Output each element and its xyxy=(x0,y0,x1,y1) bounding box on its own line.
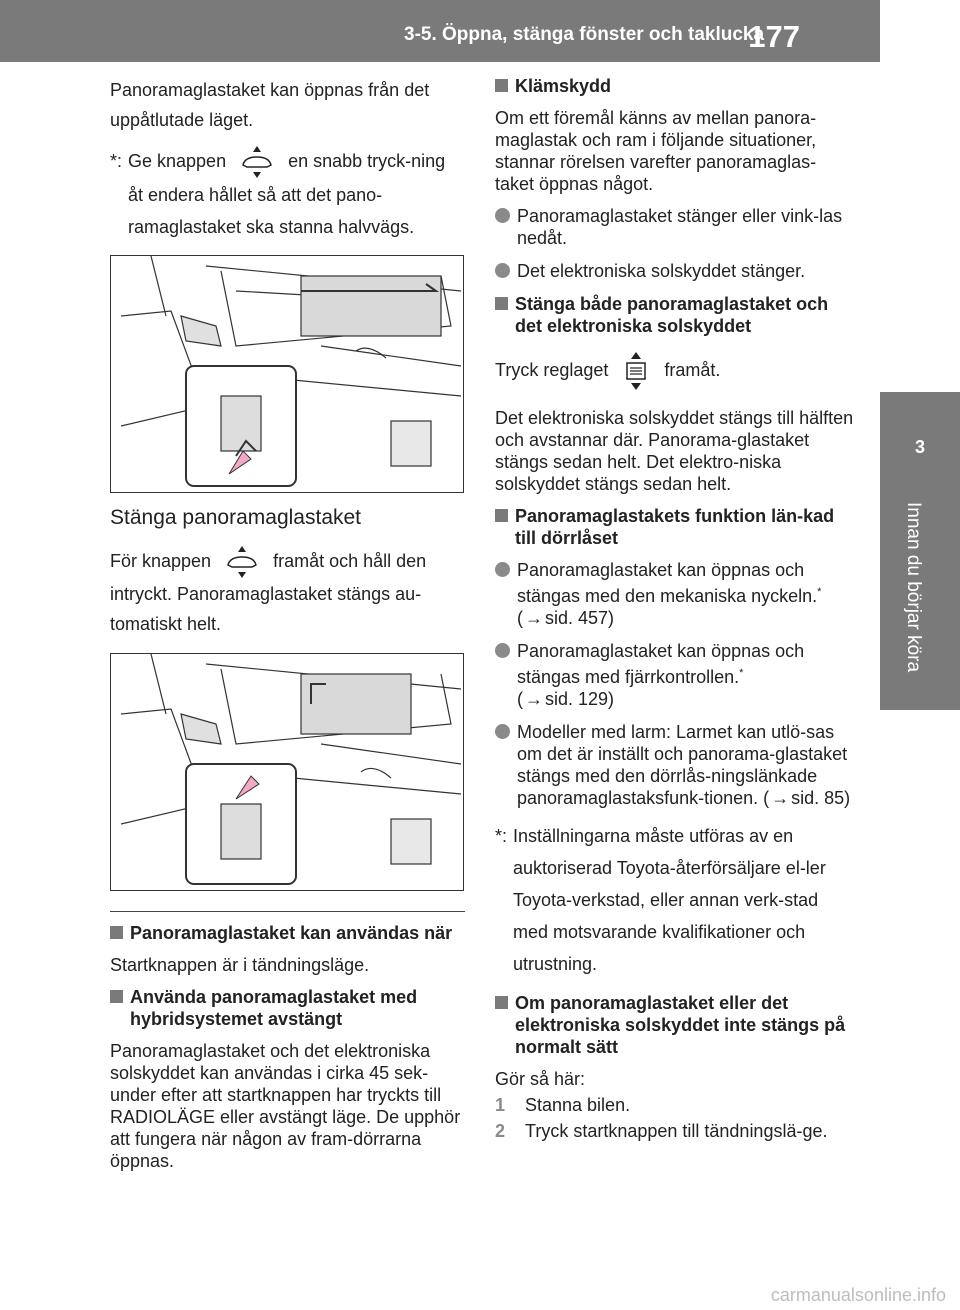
close-instruction xyxy=(110,545,465,639)
section-divider xyxy=(110,911,465,912)
arrow-right-icon: → xyxy=(771,788,790,808)
close-both-instruction xyxy=(495,351,855,391)
heading-when-usable: Panoramaglastaket kan användas när xyxy=(110,922,465,944)
asterisk-mark: * xyxy=(817,586,822,598)
figure-open-switch xyxy=(110,255,464,493)
heading-close-both: Stänga både panoramaglastaket och det elektroniska solskyddet xyxy=(495,293,855,337)
step-1 xyxy=(495,1094,855,1116)
left-column xyxy=(110,75,465,1182)
text-close-both: Det elektroniska solskyddet stängs till hälften och avstannar där. Panorama-glastaket stängs sedan helt. Det elektro-niska solskyddet stängs sedan helt. xyxy=(495,408,854,494)
asterisk-mark: * xyxy=(739,667,744,679)
subheading-close: Stänga panoramaglastaket xyxy=(110,506,362,530)
page-number: 177 xyxy=(748,19,800,54)
note-mark: *: xyxy=(110,151,123,171)
header-bar xyxy=(0,0,880,62)
arrow-right-icon: → xyxy=(525,608,543,628)
note-dealer xyxy=(495,820,855,980)
close-text-after: framåt och håll den intryckt. Panoramaglastaket stängs au-tomatiskt helt. xyxy=(110,551,427,635)
mechanical-key-text: Panoramaglastaket kan öppnas och stängas med den mekaniska nyckeln. xyxy=(517,560,818,606)
ref-page-129[interactable]: sid. 129) xyxy=(545,689,615,709)
chapter-label: Innan du börjar köra xyxy=(903,502,924,673)
step-number: 2 xyxy=(495,1121,506,1141)
lead-do-this: Gör så här: xyxy=(495,1069,586,1089)
bullet-shade-closing: Det elektroniska solskyddet stänger. xyxy=(495,260,855,282)
heading-door-lock: Panoramaglastakets funktion län-kad till dörrlåset xyxy=(495,505,855,549)
step-number: 1 xyxy=(495,1095,506,1115)
intro-text: Panoramaglastaket kan öppnas från det uppåtlutade läget. xyxy=(110,80,430,130)
note-dealer-text: Inställningarna måste utföras av en auktoriserad Toyota-återförsäljare el-ler Toyota-verkstad, eller annan verk-stad med motsvarande kvalifikationer och utrustning. xyxy=(513,826,826,974)
right-column xyxy=(495,75,855,1146)
close-both-after: framåt. xyxy=(664,359,721,380)
arrow-right-icon: → xyxy=(525,689,543,709)
figure-close-switch xyxy=(110,653,464,891)
heading-not-closing: Om panoramaglastaket eller det elektroniska solskyddet inte stängs på normalt sätt xyxy=(495,992,855,1058)
chapter-number: 3 xyxy=(914,437,925,457)
step-2 xyxy=(495,1120,855,1142)
bullet-mechanical-key: Panoramaglastaket kan öppnas och stängas med den mekaniska nyckeln.* ( → sid. 457) xyxy=(495,559,855,629)
ref-page-85[interactable]: sid. 85) xyxy=(791,788,851,808)
text-hybrid-off: Panoramaglastaket och det elektroniska solskyddet kan användas i cirka 45 sek-under efter att startknappen har tryckts till RADIOLÄGE eller avstängt läge. De upphör att fungera när någon av fram-dörrarna öppnas. xyxy=(110,1041,461,1172)
remote-text: Panoramaglastaket kan öppnas och stängas med fjärrkontrollen. xyxy=(517,641,805,687)
heading-pinch-protection: Klämskydd xyxy=(495,75,855,97)
bullet-roof-closing: Panoramaglastaket stänger eller vink-las nedåt. xyxy=(495,205,855,249)
text-when-usable: Startknappen är i tändningsläge. xyxy=(110,955,370,976)
step-text: Tryck startknappen till tändningslä-ge. xyxy=(525,1121,828,1141)
section-title: 3-5. Öppna, stänga fönster och taklucka xyxy=(404,24,765,45)
ref-page-457[interactable]: sid. 457) xyxy=(545,608,615,628)
heading-hybrid-off: Använda panoramaglastaket med hybridsystemet avstängt xyxy=(110,986,465,1030)
note-halfway xyxy=(110,145,465,243)
bullet-alarm xyxy=(495,721,855,809)
close-text-before: För knappen xyxy=(110,551,212,571)
note-text-before: Ge knappen xyxy=(128,151,227,171)
close-both-before: Tryck reglaget xyxy=(495,359,609,380)
step-text: Stanna bilen. xyxy=(525,1095,631,1115)
bullet-remote: Panoramaglastaket kan öppnas och stängas med fjärrkontrollen.* ( → sid. 129) xyxy=(495,640,855,710)
slide-switch-icon xyxy=(619,351,653,391)
alarm-text: Modeller med larm: Larmet kan utlö-sas om det är inställt och panorama-glastaket stängs med den dörrlås-ningslänkade panoramaglastaksfunk-tionen. ( xyxy=(517,722,848,808)
tilt-switch-icon-2 xyxy=(222,545,262,579)
chapter-tab[interactable] xyxy=(880,392,960,710)
roof-switch-illustration-open xyxy=(111,256,463,492)
note-mark: *: xyxy=(495,826,508,846)
tilt-switch-icon xyxy=(237,145,277,179)
text-pinch-protection: Om ett föremål känns av mellan panora-maglastak och ram i följande situationer, stannar rörelsen varefter panoramaglas-taket öppnas något. xyxy=(495,108,817,194)
watermark: carmanualsonline.info xyxy=(770,1285,946,1305)
roof-switch-illustration-close xyxy=(111,654,463,890)
note-text-after: en snabb tryck-ning åt endera hållet så att det pano-ramaglastaket ska stanna halvvägs. xyxy=(128,151,446,238)
